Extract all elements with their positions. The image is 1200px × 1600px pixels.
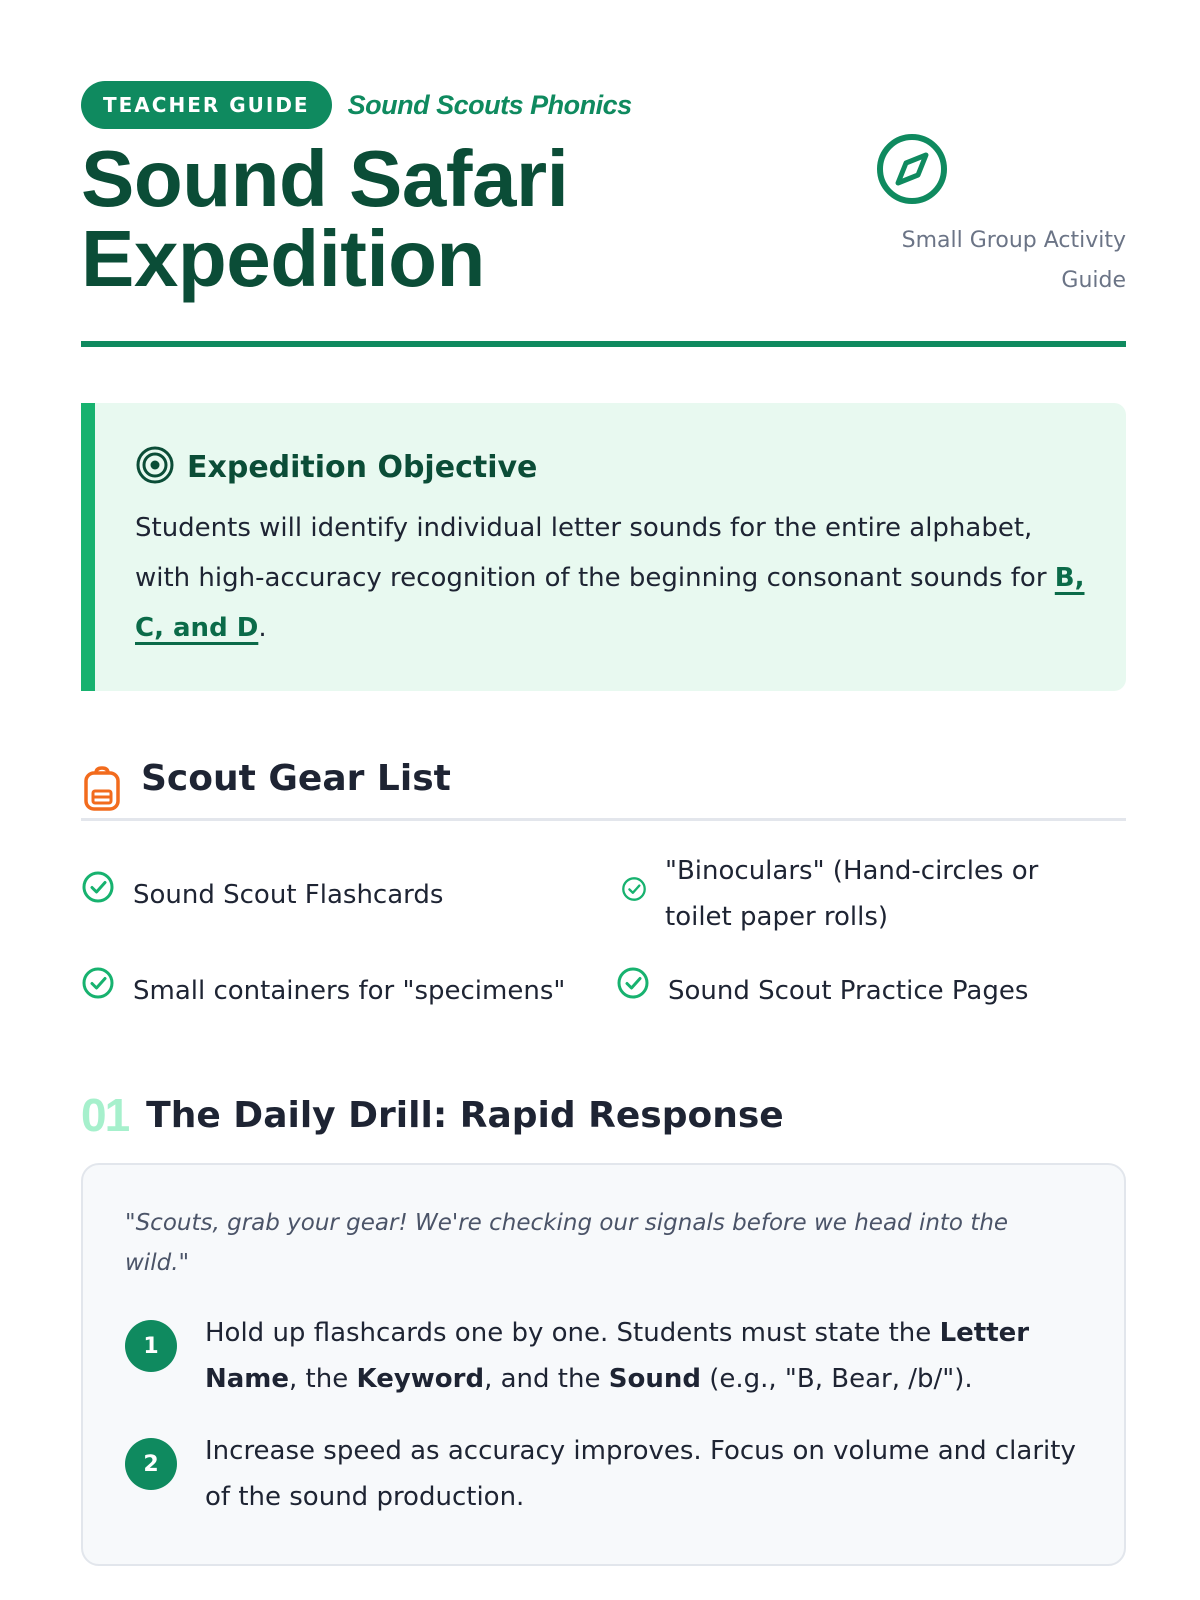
objective-title: Expedition Objective [187, 449, 538, 485]
drill-card [81, 1163, 1126, 1566]
gear-list-title: Scout Gear List [141, 758, 451, 799]
header-divider [81, 341, 1126, 347]
section-heading [81, 1085, 784, 1145]
page-header [81, 81, 1126, 349]
step-text-part: (e.g., "B, Bear, /b/"). [700, 1364, 973, 1394]
check-circle-icon [81, 966, 115, 1015]
step-text: Increase speed as accuracy improves. Focus on volume and clarity of the sound production. [205, 1436, 1076, 1512]
step-text-part: Hold up flashcards one by one. Students must state the [205, 1318, 940, 1348]
check-circle-icon [621, 871, 647, 917]
step-text-part: , and the [484, 1364, 609, 1394]
step-text-part: , the [289, 1364, 357, 1394]
objective-highlight: B, C, and D [135, 563, 1085, 643]
step-emphasis: Keyword [356, 1364, 485, 1394]
gear-item-label: Sound Scout Flashcards [133, 879, 444, 910]
title-line-1: Sound Safari [81, 134, 569, 223]
objective-heading [135, 445, 537, 489]
gear-list-heading [81, 758, 1126, 818]
gear-item-label: Sound Scout Practice Pages [668, 975, 1029, 1006]
backpack-icon [81, 766, 123, 816]
check-circle-icon [81, 870, 115, 919]
section-title: The Daily Drill: Rapid Response [146, 1094, 784, 1136]
page-title [81, 134, 821, 303]
activity-type [866, 221, 1126, 301]
gear-item [81, 870, 581, 919]
gear-item [616, 966, 1116, 1015]
step-emphasis: Sound [608, 1364, 701, 1394]
objective-body: Students will identify individual letter sounds for the entire alphabet, with high-accuracy recognition of the beginning consonant sounds for [135, 513, 1055, 593]
gear-item-label: Small containers for "specimens" [133, 975, 566, 1006]
check-circle-icon [616, 966, 650, 1015]
gear-item [81, 966, 601, 1015]
step-number: 2 [125, 1438, 177, 1490]
gear-item [621, 848, 1091, 940]
target-icon [135, 445, 175, 489]
gear-divider [81, 818, 1126, 821]
teacher-script-quote: "Scouts, grab your gear! We're checking our signals before we head into the wild." [125, 1210, 1009, 1276]
activity-type-line-1: Small Group Activity [901, 228, 1126, 253]
step-text [205, 1310, 1085, 1402]
objective-box [81, 403, 1126, 691]
step-emphasis: Letter Name [205, 1318, 1030, 1394]
tag-row [81, 81, 632, 129]
step-number: 1 [125, 1320, 177, 1372]
objective-end: . [258, 613, 267, 643]
compass-icon [874, 131, 950, 207]
section-number: 01 [81, 1089, 129, 1141]
title-line-2: Expedition [81, 214, 485, 303]
objective-text [135, 503, 1095, 653]
series-name: Sound Scouts Phonics [347, 89, 632, 120]
teacher-guide-badge: TEACHER GUIDE [81, 81, 332, 129]
page [81, 0, 1126, 1600]
gear-item-label: "Binoculars" (Hand-circles or toilet paper rolls) [665, 856, 1039, 932]
activity-type-line-2: Guide [1061, 268, 1126, 293]
